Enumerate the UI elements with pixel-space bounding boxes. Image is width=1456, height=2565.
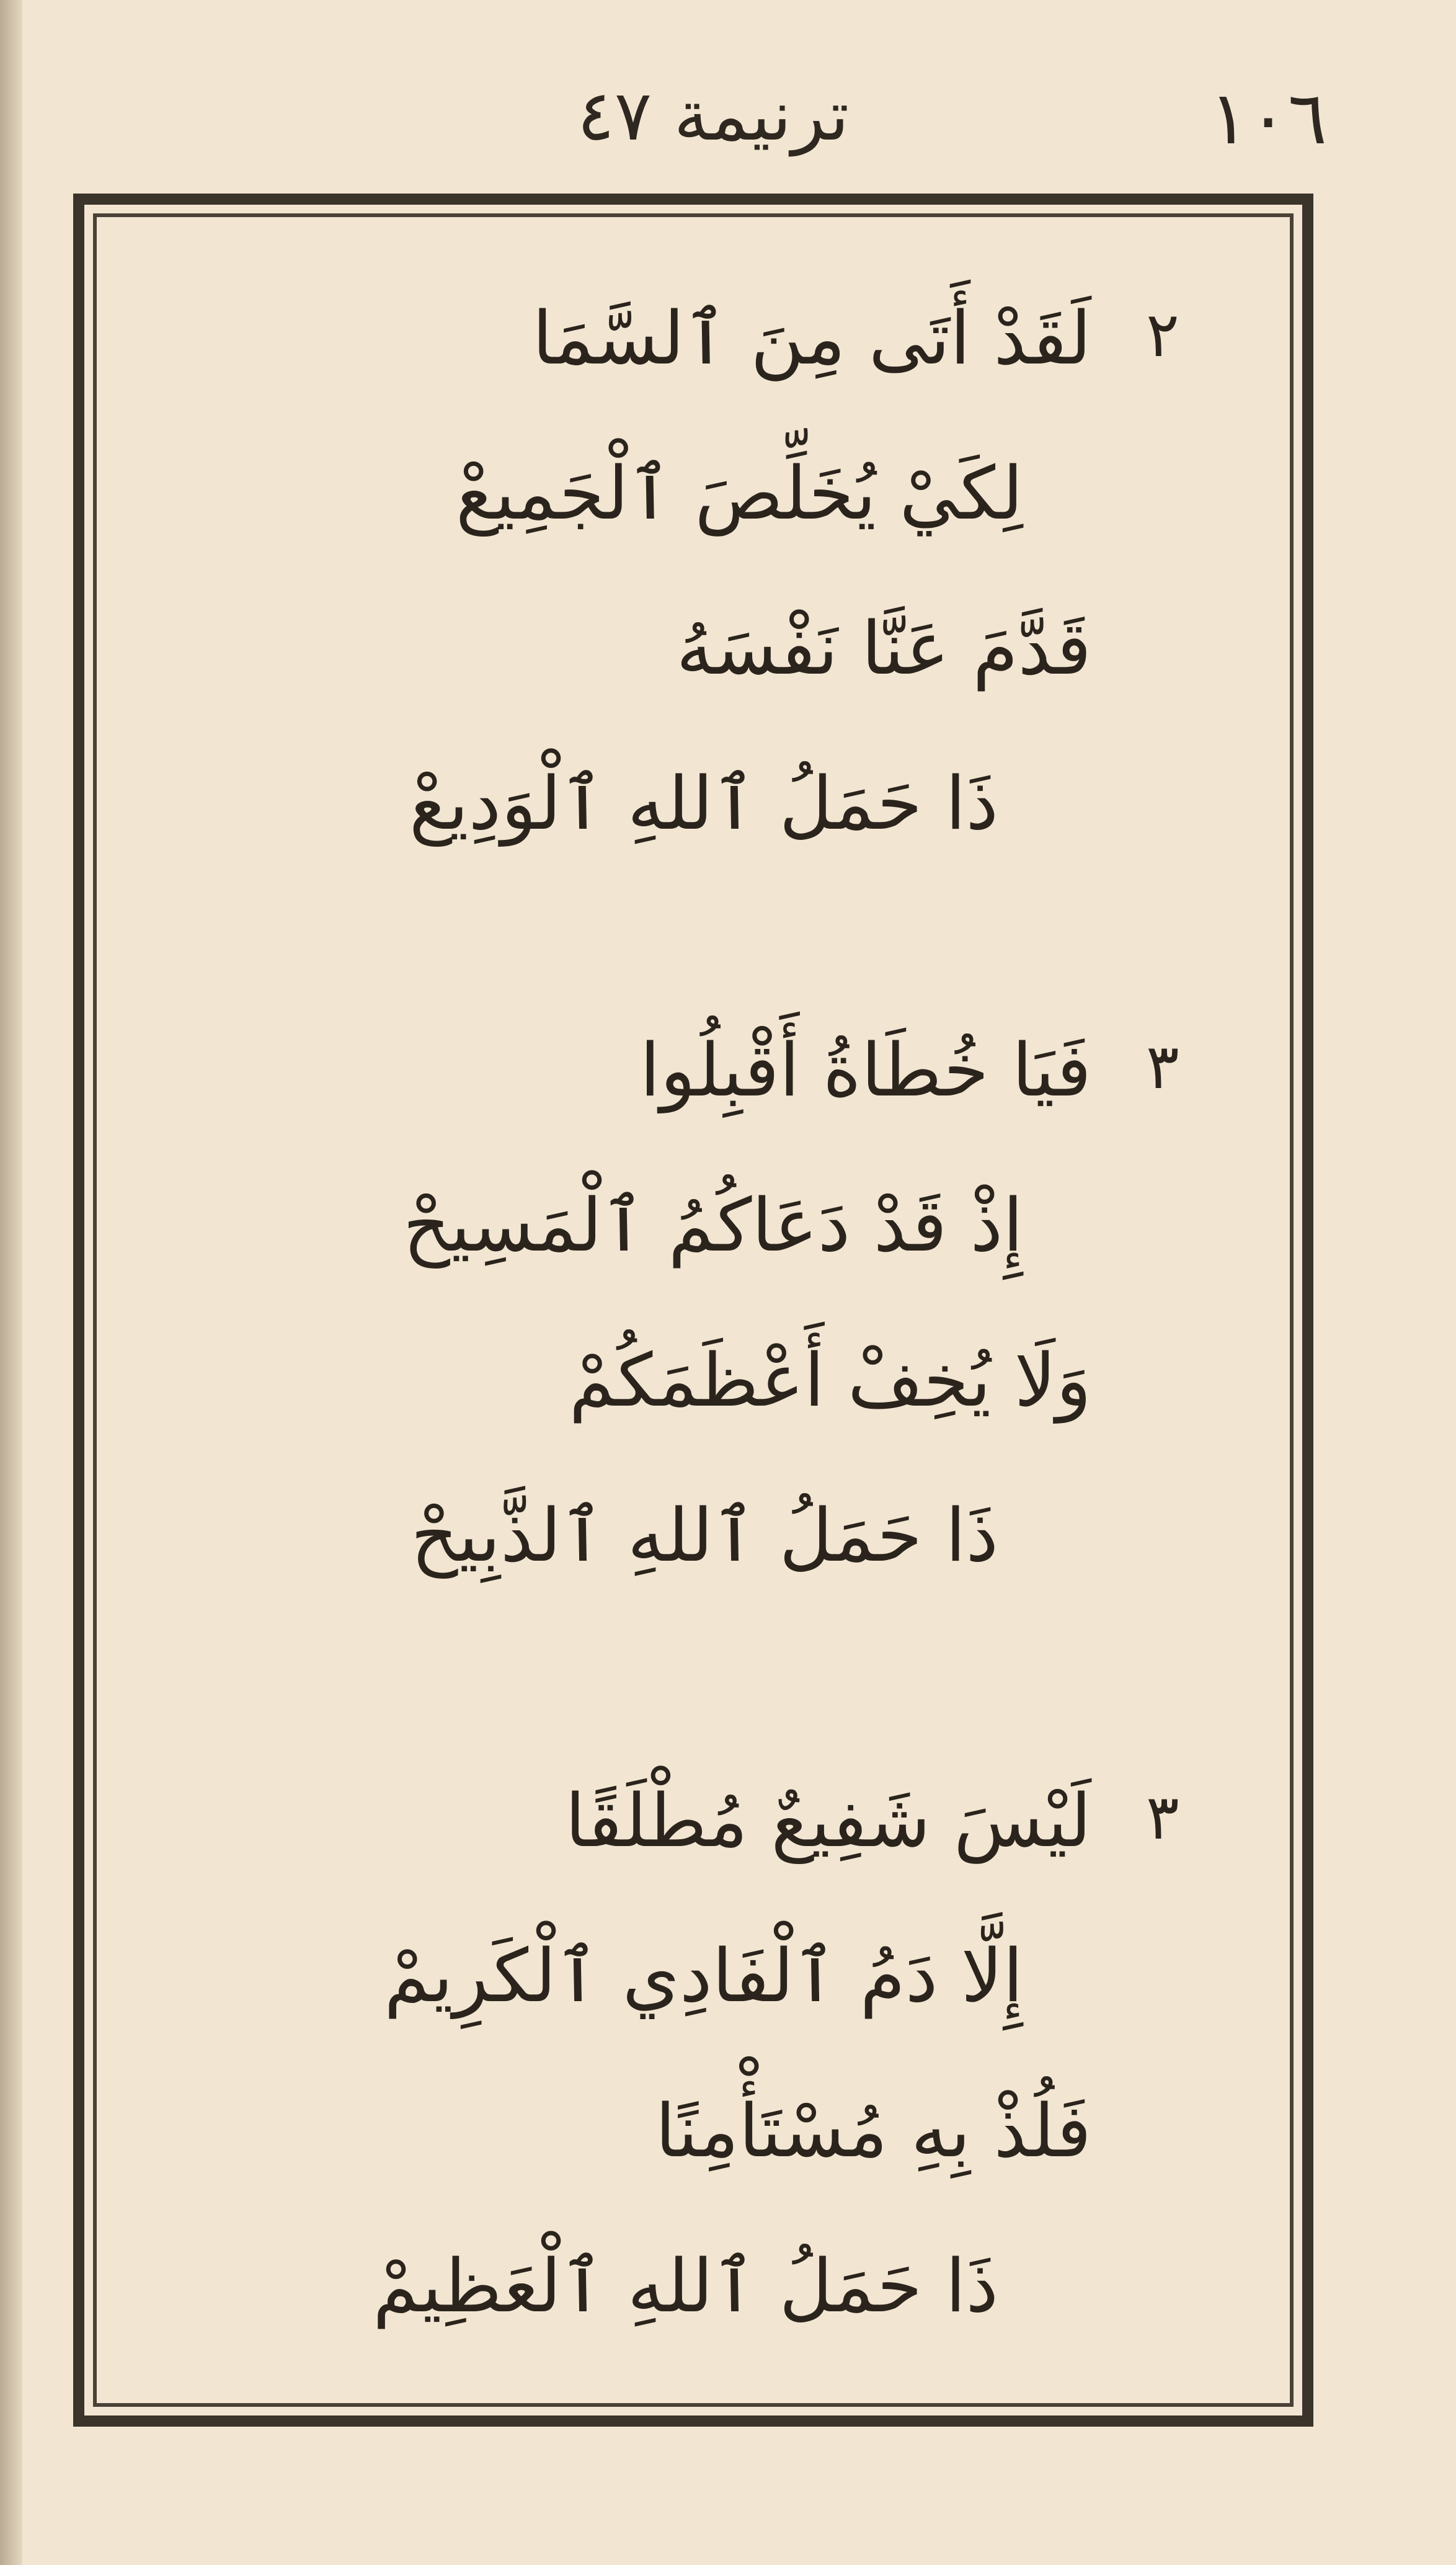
verse-line: لَقَدْ أَتَى مِنَ ٱلسَّمَا (532, 295, 1091, 381)
stanza-number: ٣ (1146, 1781, 1179, 1853)
hymn-title: ترنيمة ٤٧ (577, 76, 850, 156)
verse-line: ذَا حَمَلُ ٱللهِ ٱلْعَظِيمْ (373, 2243, 998, 2329)
verse-line: قَدَّمَ عَنَّا نَفْسَهُ (676, 605, 1091, 691)
inner-border-frame (93, 213, 1294, 2407)
verse-line: وَلَا يُخِفْ أَعْظَمَكُمْ (569, 1337, 1091, 1423)
verse-line: فَلُذْ بِهِ مُسْتَأْمِنًا (655, 2088, 1091, 2174)
verse-line: ذَا حَمَلُ ٱللهِ ٱلْوَدِيعْ (409, 761, 998, 846)
verse-line: فَيَا خُطَاةُ أَقْبِلُوا (639, 1027, 1091, 1113)
verse-line: إِلَّا دَمُ ٱلْفَادِي ٱلْكَرِيمْ (384, 1933, 1023, 2019)
stanza-number: ٢ (1146, 298, 1179, 371)
verse-line: ذَا حَمَلُ ٱللهِ ٱلذَّبِيحْ (411, 1492, 998, 1578)
stanza-number: ٣ (1146, 1030, 1179, 1103)
page-edge-shadow (0, 0, 22, 2565)
verse-line: إِذْ قَدْ دَعَاكُمُ ٱلْمَسِيحْ (402, 1182, 1023, 1268)
verse-line: لَيْسَ شَفِيعٌ مُطْلَقًا (565, 1778, 1091, 1863)
page-number: ١٠٦ (1209, 75, 1328, 161)
verse-line: لِكَيْ يُخَلِّصَ ٱلْجَمِيعْ (455, 450, 1023, 536)
